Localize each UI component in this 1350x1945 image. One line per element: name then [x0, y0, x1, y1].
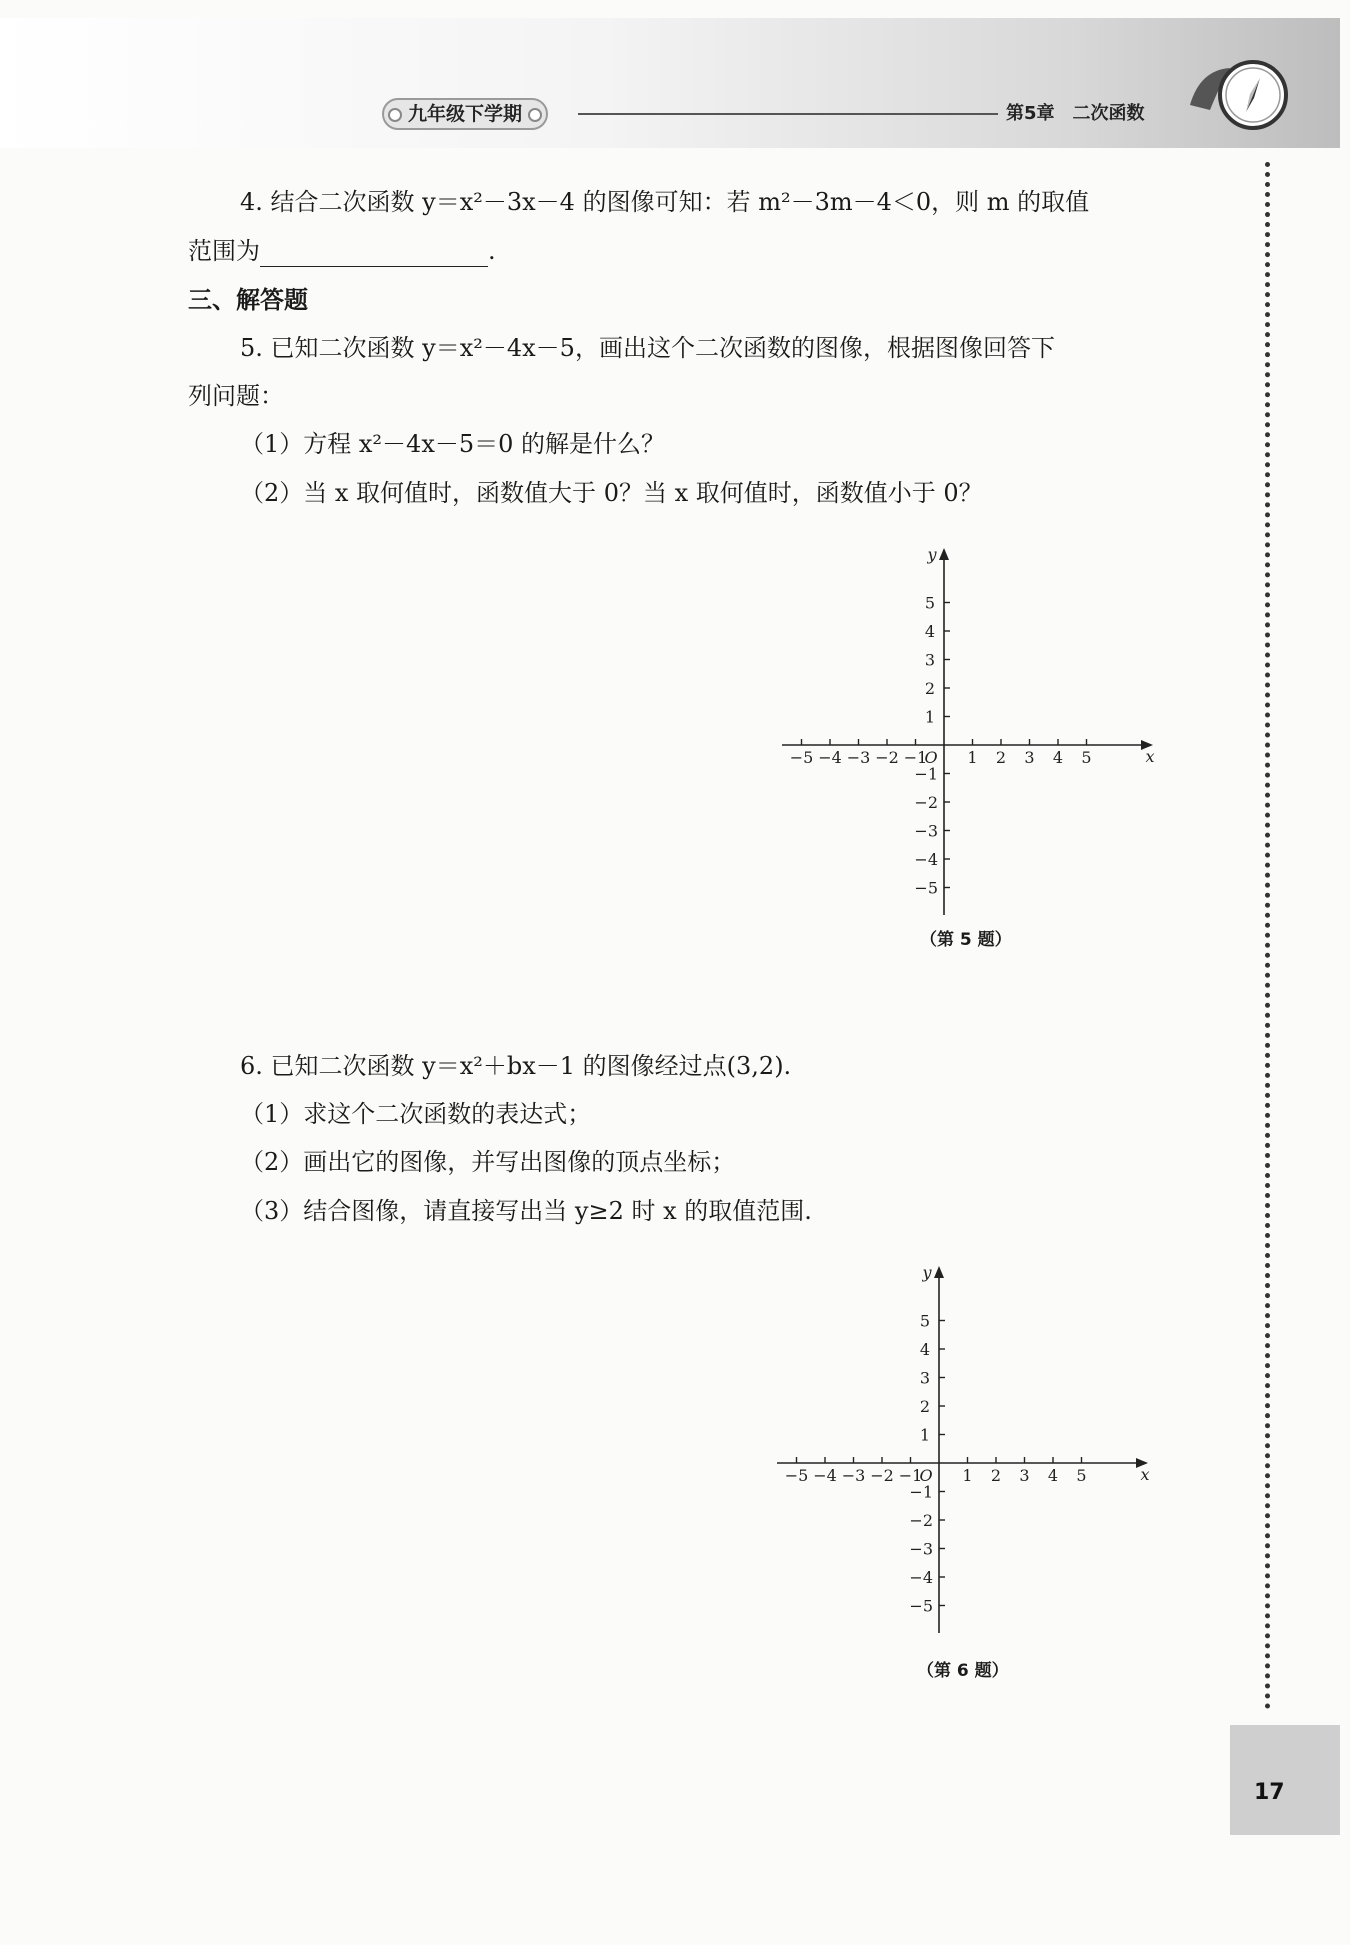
q5-x-tick-label: −2 [875, 748, 899, 767]
q5-y-tick-label: −3 [914, 821, 938, 841]
q5-x-tick-label: −3 [846, 748, 871, 767]
section-title: 三、解答题 [188, 286, 308, 314]
q6-y-tick-label: −2 [909, 1511, 933, 1530]
compass-runner-logo [1180, 50, 1300, 140]
q6-x-label: x [1140, 1465, 1150, 1484]
q5-part2: （2）当 x 取何值时，函数值大于 0？当 x 取何值时，函数值小于 0？ [240, 479, 983, 507]
page-number: 17 [1254, 1780, 1285, 1805]
q5-x-label: x [1145, 747, 1155, 766]
grade-text: 九年级下学期 [408, 103, 523, 125]
q5-y-tick-label: 4 [924, 622, 935, 641]
q6-x-tick-label: 1 [962, 1466, 973, 1485]
q5-x-tick-label: −5 [789, 748, 814, 767]
q6-stem: 6. 已知二次函数 y＝x²＋bx－1 的图像经过点(3,2). [240, 1052, 792, 1080]
q4-answer-blank [260, 244, 488, 267]
q4-line1: 4. 结合二次函数 y＝x²－3x－4 的图像可知：若 m²－3m－4＜0，则 m 的取值 [240, 188, 1090, 216]
grade-label [382, 98, 548, 130]
q6-x-tick-label: −2 [870, 1466, 894, 1485]
q5-x-tick-label: 3 [1024, 748, 1035, 767]
q5-x-tick-label: 2 [995, 748, 1007, 767]
q5-y-tick-label: −4 [914, 850, 938, 869]
q5-y-tick-label: 2 [924, 679, 935, 698]
side-dotted-border [1265, 162, 1270, 1710]
q6-coordinate-axes [765, 1258, 1155, 1638]
q5-y-tick-label: −1 [914, 764, 938, 784]
q6-part2: （2）画出它的图像，并写出图像的顶点坐标； [240, 1148, 736, 1176]
q6-origin-label: O [919, 1466, 933, 1485]
q6-y-tick-label: −4 [909, 1568, 933, 1587]
q5-stem1: 5. 已知二次函数 y＝x²－4x－5，画出这个二次函数的图像，根据图像回答下 [240, 334, 1055, 362]
q6-x-tick-label: −1 [898, 1466, 923, 1485]
q5-y-tick-label: −2 [914, 793, 938, 812]
q6-x-tick-label: 2 [990, 1466, 1002, 1485]
chapter-label: 第5章 二次函数 [1006, 103, 1145, 124]
q6-y-tick-label: −5 [909, 1596, 933, 1616]
q4-line2 [188, 235, 496, 267]
q6-x-tick-label: 3 [1019, 1466, 1030, 1485]
q5-y-tick-label: −5 [914, 878, 938, 898]
pill-dot-left [388, 108, 402, 122]
q5-coordinate-axes [770, 540, 1160, 920]
q6-y-tick-label: −3 [909, 1539, 933, 1559]
q5-stem2: 列问题： [188, 382, 284, 410]
q5-origin-label: O [924, 748, 938, 767]
q5-y-tick-label: 1 [924, 707, 935, 727]
q5-x-tick-label: −4 [818, 748, 842, 767]
q5-y-tick-label: 5 [924, 593, 935, 613]
q5-x-tick-label: 4 [1052, 748, 1064, 767]
page-number-box [1230, 1725, 1340, 1835]
q6-caption: （第 6 题） [917, 1661, 1009, 1681]
q6-y-tick-label: 3 [919, 1368, 930, 1388]
q6-x-tick-label: 4 [1047, 1466, 1059, 1485]
q5-y-arrow-icon [939, 548, 949, 560]
q6-part3: （3）结合图像，请直接写出当 y≥2 时 x 的取值范围. [240, 1197, 812, 1225]
q6-x-tick-label: −4 [813, 1466, 837, 1485]
q6-part1: （1）求这个二次函数的表达式； [240, 1100, 592, 1128]
q6-y-tick-label: 5 [919, 1311, 930, 1331]
q6-y-tick-label: 2 [919, 1397, 930, 1416]
q6-x-tick-label: −5 [784, 1466, 809, 1485]
pill-dot-right [528, 108, 542, 122]
q5-caption: （第 5 题） [920, 930, 1012, 950]
q6-y-tick-label: −1 [909, 1482, 933, 1502]
q6-x-tick-label: −3 [841, 1466, 866, 1485]
q5-x-tick-label: 5 [1081, 748, 1092, 767]
q5-y-tick-label: 3 [924, 650, 935, 670]
q6-y-label: y [922, 1263, 932, 1282]
q4-line2-text: 范围为 [188, 237, 260, 265]
q5-y-label: y [927, 545, 937, 564]
q5-part1: （1）方程 x²－4x－5＝0 的解是什么？ [240, 430, 666, 458]
q6-y-arrow-icon [934, 1266, 944, 1278]
header-band [0, 18, 1340, 148]
q4-line2-end: . [488, 237, 496, 265]
q6-y-tick-label: 4 [919, 1340, 930, 1359]
q5-x-tick-label: −1 [903, 748, 928, 767]
q6-y-tick-label: 1 [919, 1425, 930, 1445]
header-rule [578, 113, 998, 115]
q6-x-tick-label: 5 [1076, 1466, 1087, 1485]
q5-x-tick-label: 1 [967, 748, 978, 767]
